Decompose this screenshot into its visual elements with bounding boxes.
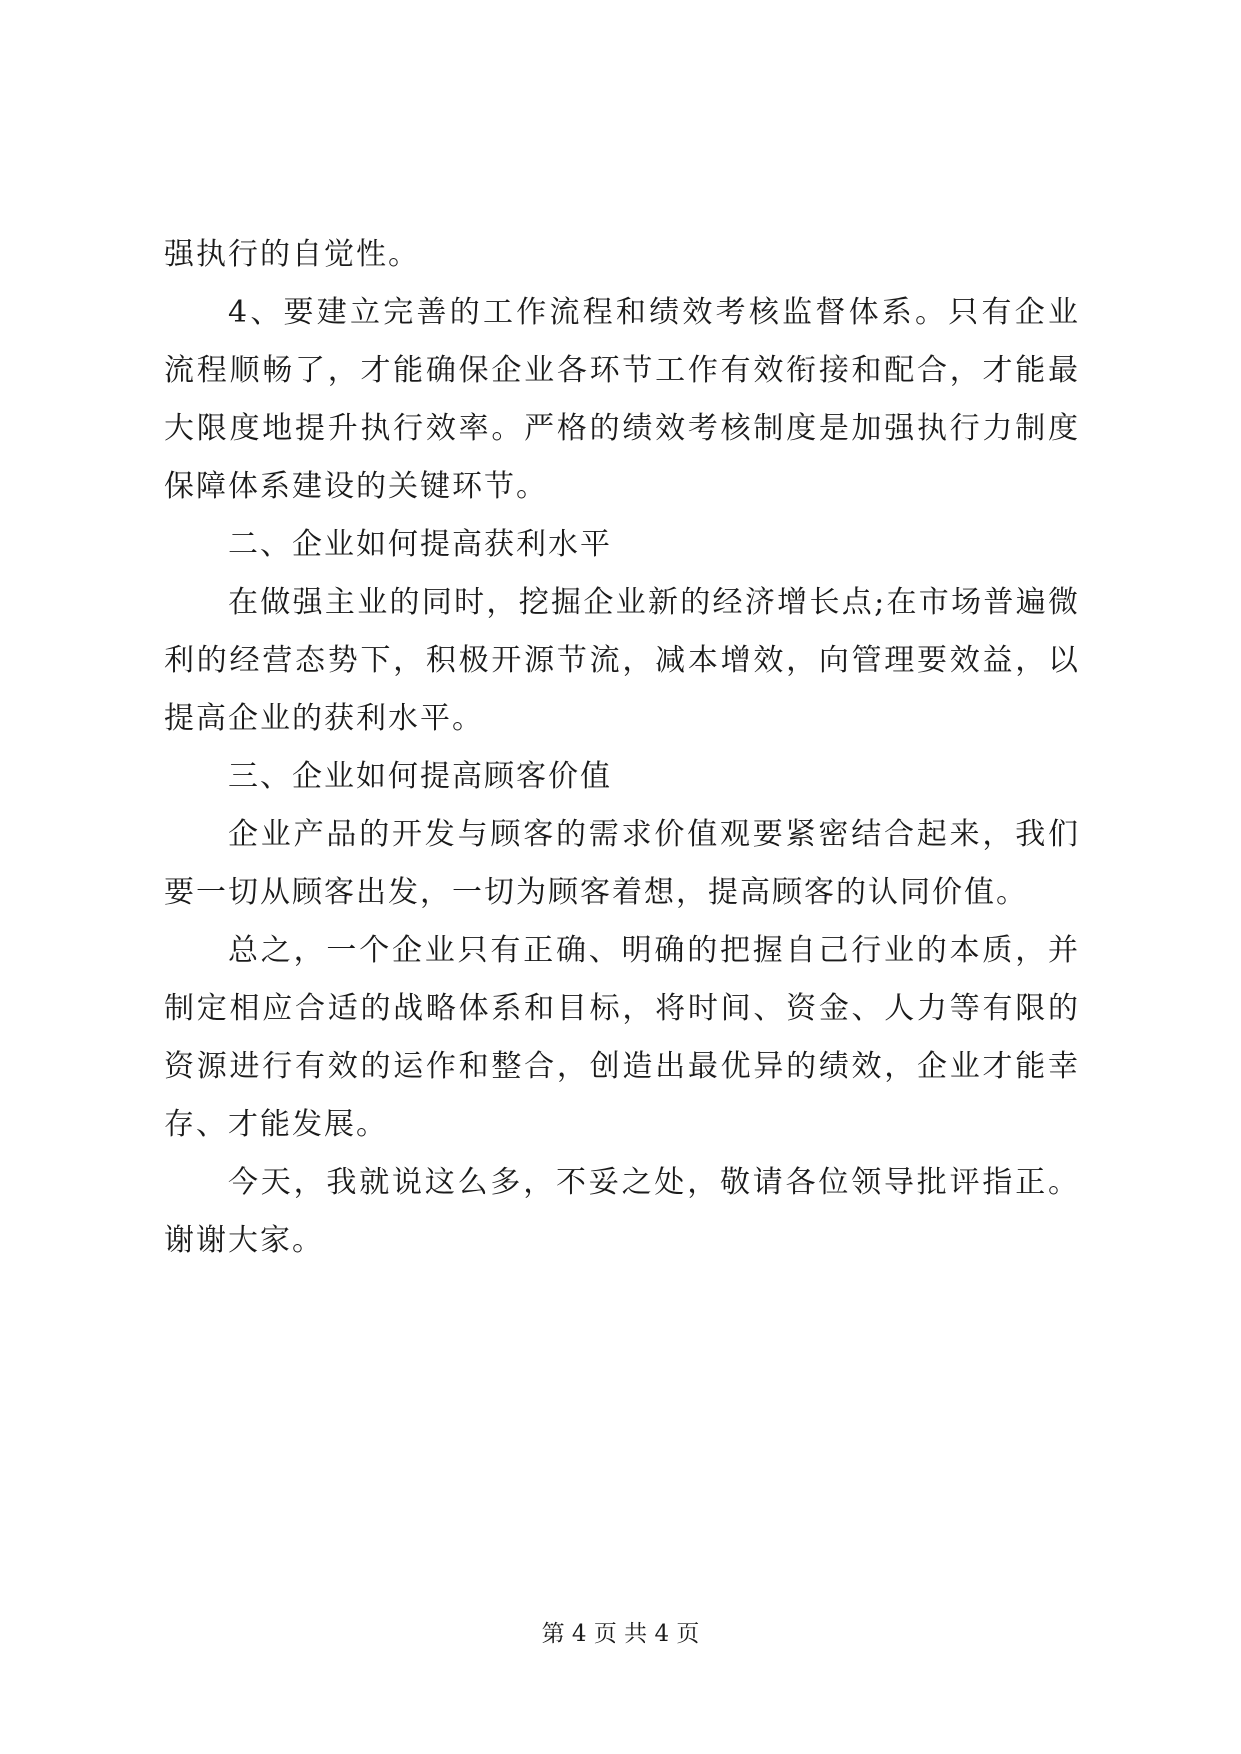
section-heading-3: 三、企业如何提高顾客价值 (228, 759, 612, 794)
section-heading-2: 二、企业如何提高获利水平 (228, 527, 612, 562)
paragraph-5: 总之，一个企业只有正确、明确的把握自己行业的本质，并制定相应合适的战略体系和目标，将时间、资金、人力等有限的资源进行有效的运作和整合，创造出最优异的绩效，企业才能幸存、才能发展。 (164, 933, 1080, 1142)
paragraph-6: 今天，我就说这么多，不妥之处，敬请各位领导批评指正。谢谢大家。 (164, 1165, 1080, 1258)
paragraph-4: 企业产品的开发与顾客的需求价值观要紧密结合起来，我们要一切从顾客出发，一切为顾客着想，提高顾客的认同价值。 (164, 817, 1080, 910)
document-body (164, 226, 1080, 1270)
paragraph-2: 4、要建立完善的工作流程和绩效考核监督体系。只有企业流程顺畅了，才能确保企业各环节工作有效衔接和配合，才能最大限度地提升执行效率。严格的绩效考核制度是加强执行力制度保障体系建设的关键环节。 (164, 295, 1080, 504)
paragraph-1: 强执行的自觉性。 (164, 237, 420, 272)
paragraph-3: 在做强主业的同时，挖掘企业新的经济增长点;在市场普遍微利的经营态势下，积极开源节流，减本增效，向管理要效益，以提高企业的获利水平。 (164, 585, 1080, 736)
page-number-footer: 第 4 页 共 4 页 (541, 1621, 700, 1647)
